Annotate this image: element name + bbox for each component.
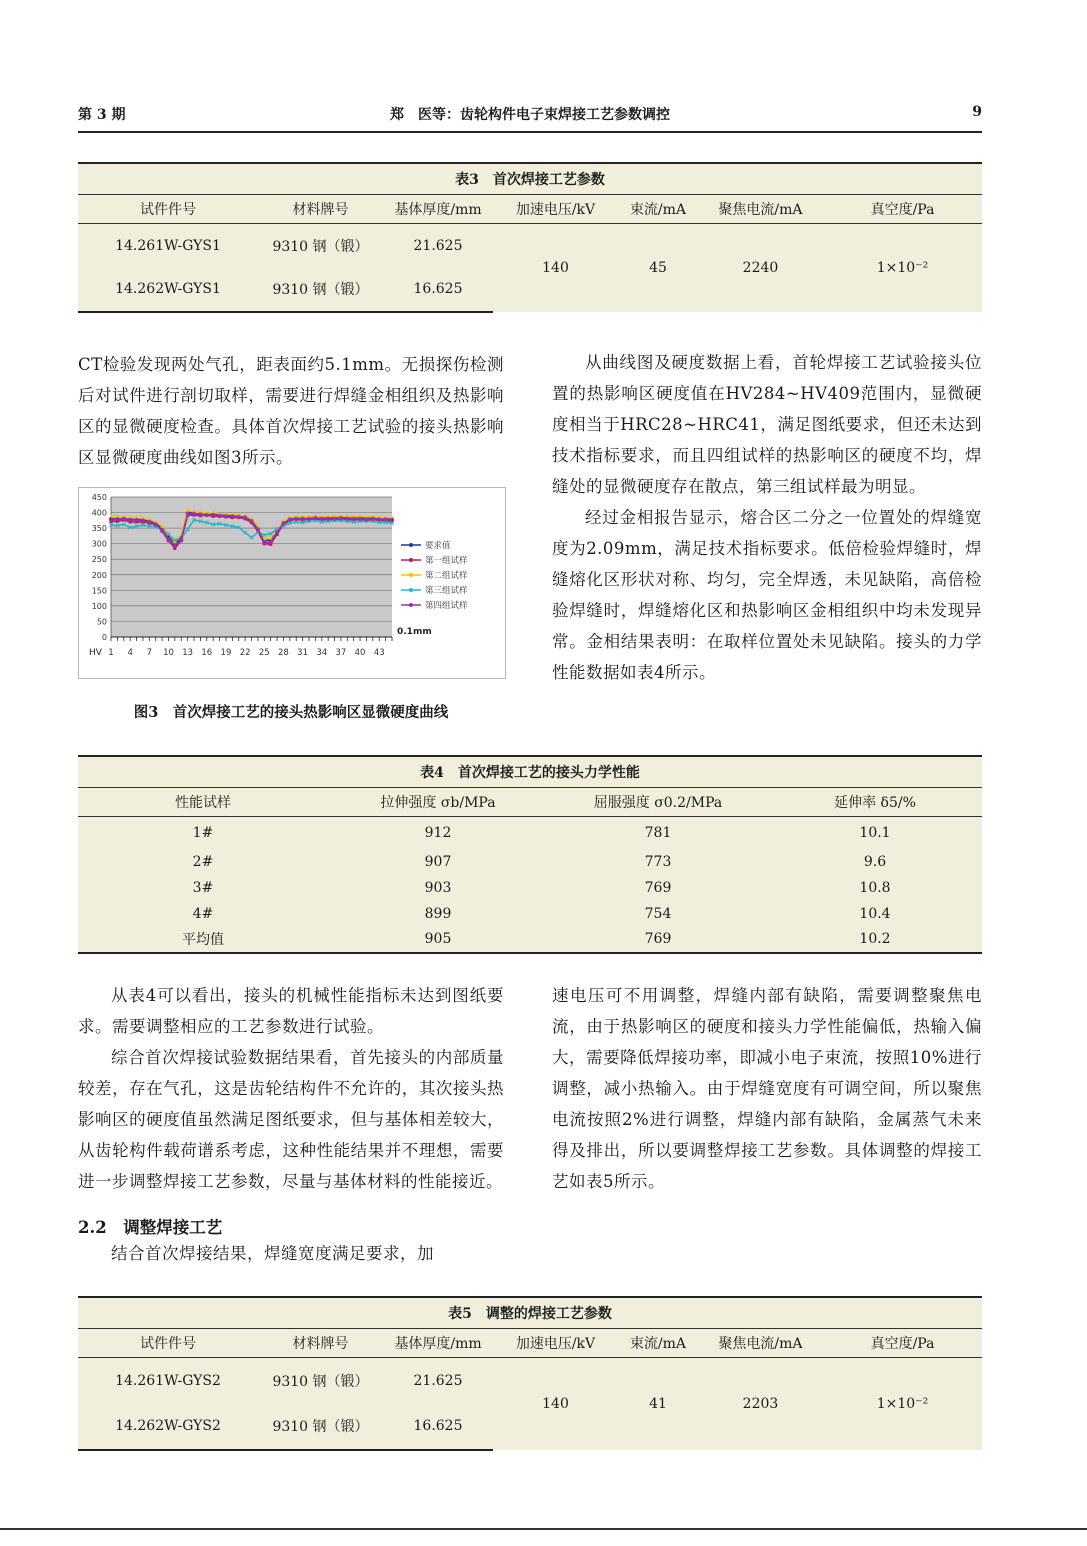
x-tick-label: 13	[182, 648, 194, 658]
x-tick-label: 25	[258, 648, 270, 658]
table-row	[78, 875, 982, 901]
table-5-header: 真空度/Pa	[823, 1329, 982, 1358]
table-cell: 1#	[78, 817, 328, 849]
y-tick-label: 350	[91, 524, 107, 534]
legend-label: 第一组试样	[425, 556, 468, 566]
paragraph: 综合首次焊接试验数据结果看，首先接头的内部质量较差，存在气孔，这是齿轮结构件不允许的，其次接头热影响区的硬度值虽然满足图纸要求，但与基体相差较大，从齿轮构件载荷谱系考虑，这种性能结果并不理想，需要进一步调整焊接工艺参数，尽量与基体材料的性能接近。	[78, 1048, 504, 1191]
legend-label: 第三组试样	[425, 586, 468, 596]
table-5-header: 材料牌号	[258, 1329, 383, 1358]
table-4-header: 性能试样	[78, 788, 328, 817]
body-text-right-1	[552, 347, 982, 688]
table-cell: 14.262W-GYS1	[78, 268, 258, 312]
body-text-right-2	[552, 980, 982, 1197]
legend-marker	[409, 543, 413, 547]
table-3-header: 基体厚度/mm	[383, 195, 493, 224]
legend-label: 第四组试样	[425, 601, 468, 611]
x-tick-label: 43	[373, 648, 385, 658]
table-3-caption: 表3 首次焊接工艺参数	[78, 163, 982, 195]
x-tick-label: 28	[278, 648, 289, 658]
table-4-header: 屈服强度 σ0.2/MPa	[548, 788, 768, 817]
body-text-left-2	[78, 980, 504, 1197]
table-cell: 14.261W-GYS2	[78, 1358, 258, 1404]
table-cell: 4#	[78, 901, 328, 927]
legend-marker	[409, 588, 413, 592]
table-5	[78, 1296, 982, 1451]
table-cell: 9.6	[768, 849, 982, 875]
table-row	[78, 849, 982, 875]
page-number: 9	[972, 104, 982, 120]
paragraph: 结合首次焊接结果，焊缝宽度满足要求，加	[111, 1244, 434, 1263]
page-bottom-rule	[0, 1528, 1087, 1530]
table-3-header: 试件件号	[78, 195, 258, 224]
table-5-header: 聚焦电流/mA	[698, 1329, 823, 1358]
y-tick-label: 250	[91, 555, 107, 565]
table-cell: 2240	[698, 224, 823, 312]
table-3-header: 加速电压/kV	[493, 195, 618, 224]
table-5-header: 基体厚度/mm	[383, 1329, 493, 1358]
table-cell: 9310 钢（锻）	[258, 1358, 383, 1404]
y-tick-label: 100	[91, 601, 107, 611]
x-tick-label: 10	[163, 648, 174, 658]
x-tick-label: 22	[239, 648, 251, 658]
section-heading-2-2: 2.2 调整焊接工艺	[78, 1218, 223, 1237]
paragraph: 速电压可不用调整，焊缝内部有缺陷，需要调整聚焦电流，由于热影响区的硬度和接头力学性能偏低，热输入偏大，需要降低焊接功率，即减小电子束流，按照10%进行调整，减小热输入。由于焊缝宽度有可调空间，所以聚焦电流按照2%进行调整，焊缝内部有缺陷，金属蒸气未来得及排出，所以要调整焊接工艺参数。具体调整的焊接工艺如表5所示。	[552, 986, 982, 1191]
x-tick-label: 31	[297, 648, 309, 658]
table-row	[78, 901, 982, 927]
x-tick-label: 7	[146, 648, 153, 658]
table-cell: 16.625	[383, 268, 493, 312]
table-cell: 10.2	[768, 927, 982, 953]
table-row	[78, 927, 982, 953]
table-5-header: 加速电压/kV	[493, 1329, 618, 1358]
legend-marker	[409, 603, 413, 607]
table-cell: 2203	[698, 1358, 823, 1450]
table-cell: 907	[328, 849, 548, 875]
x-tick-label: 19	[220, 648, 232, 658]
issue-number: 第 3 期	[78, 107, 126, 123]
table-cell: 2#	[78, 849, 328, 875]
table-cell: 9310 钢（锻）	[258, 268, 383, 312]
table-4-header: 延伸率 δ5/%	[768, 788, 982, 817]
x-axis-label: 0.1mm	[397, 627, 432, 637]
y-tick-label: 400	[91, 508, 107, 518]
legend-marker	[409, 573, 413, 577]
table-cell: 21.625	[383, 224, 493, 268]
table-cell: 9310 钢（锻）	[258, 1404, 383, 1450]
table-cell: 912	[328, 817, 548, 849]
figure-3-caption: 图3 首次焊接工艺的接头热影响区显微硬度曲线	[133, 704, 449, 721]
y-tick-label: 450	[91, 493, 107, 502]
table-3	[78, 162, 982, 313]
table-cell: 781	[548, 817, 768, 849]
y-tick-label: 0	[101, 633, 107, 642]
table-cell: 21.625	[383, 1358, 493, 1404]
y-tick-label: 200	[91, 570, 107, 580]
y-axis-label: HV	[89, 648, 102, 658]
table-cell: 140	[493, 224, 618, 312]
table-cell: 1×10⁻²	[823, 1358, 982, 1450]
table-cell: 905	[328, 927, 548, 953]
figure-3-chart	[78, 487, 506, 679]
table-cell: 41	[618, 1358, 698, 1450]
table-cell: 769	[548, 875, 768, 901]
x-tick-label: 37	[335, 648, 347, 658]
table-5-header: 束流/mA	[618, 1329, 698, 1358]
table-row	[78, 817, 982, 849]
paragraph: 从曲线图及硬度数据上看，首轮焊接工艺试验接头位置的热影响区硬度值在HV284~HV409范围内，显微硬度相当于HRC28~HRC41，满足图纸要求，但还未达到技术指标要求，而且四组试样的热影响区的硬度不均，焊缝处的显微硬度存在散点，第三组试样最为明显。	[552, 353, 982, 496]
table-cell: 1×10⁻²	[823, 224, 982, 312]
table-4-header: 拉伸强度 σb/MPa	[328, 788, 548, 817]
table-cell: 769	[548, 927, 768, 953]
table-3-header: 聚焦电流/mA	[698, 195, 823, 224]
legend-marker	[409, 558, 413, 562]
table-5-header: 试件件号	[78, 1329, 258, 1358]
table-cell: 899	[328, 901, 548, 927]
y-tick-label: 150	[91, 586, 107, 596]
x-tick-label: 40	[354, 648, 366, 658]
table-cell: 9310 钢（锻）	[258, 224, 383, 268]
table-cell: 10.4	[768, 901, 982, 927]
body-text-left-3	[78, 1238, 504, 1269]
legend-label: 第二组试样	[425, 571, 468, 581]
table-cell: 45	[618, 224, 698, 312]
paragraph: 经过金相报告显示，熔合区二分之一位置处的焊缝宽度为2.09mm，满足技术指标要求。低倍检验焊缝时，焊缝熔化区形状对称、均匀，完全焊透，未见缺陷，高倍检验焊缝时，焊缝熔化区和热影响区金相组织中均未发现异常。金相结果表明：在取样位置处未见缺陷。接头的力学性能数据如表4所示。	[552, 508, 982, 682]
hardness-chart-svg	[79, 488, 505, 678]
y-tick-label: 50	[96, 617, 107, 627]
table-cell: 754	[548, 901, 768, 927]
table-3-header: 真空度/Pa	[823, 195, 982, 224]
table-3-header: 材料牌号	[258, 195, 383, 224]
table-cell: 10.8	[768, 875, 982, 901]
paragraph: 从表4可以看出，接头的机械性能指标未达到图纸要求。需要调整相应的工艺参数进行试验。	[78, 986, 504, 1036]
table-cell: 16.625	[383, 1404, 493, 1450]
table-cell: 10.1	[768, 817, 982, 849]
table-cell: 903	[328, 875, 548, 901]
table-5-caption: 表5 调整的焊接工艺参数	[78, 1297, 982, 1329]
header-rule	[78, 131, 982, 133]
y-tick-label: 300	[91, 539, 107, 549]
table-cell: 3#	[78, 875, 328, 901]
table-cell: 140	[493, 1358, 618, 1450]
x-tick-label: 16	[201, 648, 213, 658]
table-cell: 14.262W-GYS2	[78, 1404, 258, 1450]
x-tick-label: 1	[108, 648, 114, 658]
x-tick-label: 4	[127, 648, 133, 658]
legend-label: 要求值	[425, 541, 451, 551]
table-cell: 平均值	[78, 927, 328, 953]
table-4	[78, 755, 982, 954]
running-title: 郑 医等：齿轮构件电子束焊接工艺参数调控	[390, 107, 670, 123]
running-header	[78, 104, 982, 126]
x-tick-label: 34	[316, 648, 328, 658]
table-4-caption: 表4 首次焊接工艺的接头力学性能	[78, 756, 982, 788]
body-text-left-1	[78, 349, 504, 473]
paragraph: CT检验发现两处气孔，距表面约5.1mm。无损探伤检测后对试件进行剖切取样，需要进行焊缝金相组织及热影响区的显微硬度检查。具体首次焊接工艺试验的接头热影响区显微硬度曲线如图3所示。	[78, 355, 504, 467]
table-cell: 773	[548, 849, 768, 875]
table-cell: 14.261W-GYS1	[78, 224, 258, 268]
table-3-header: 束流/mA	[618, 195, 698, 224]
